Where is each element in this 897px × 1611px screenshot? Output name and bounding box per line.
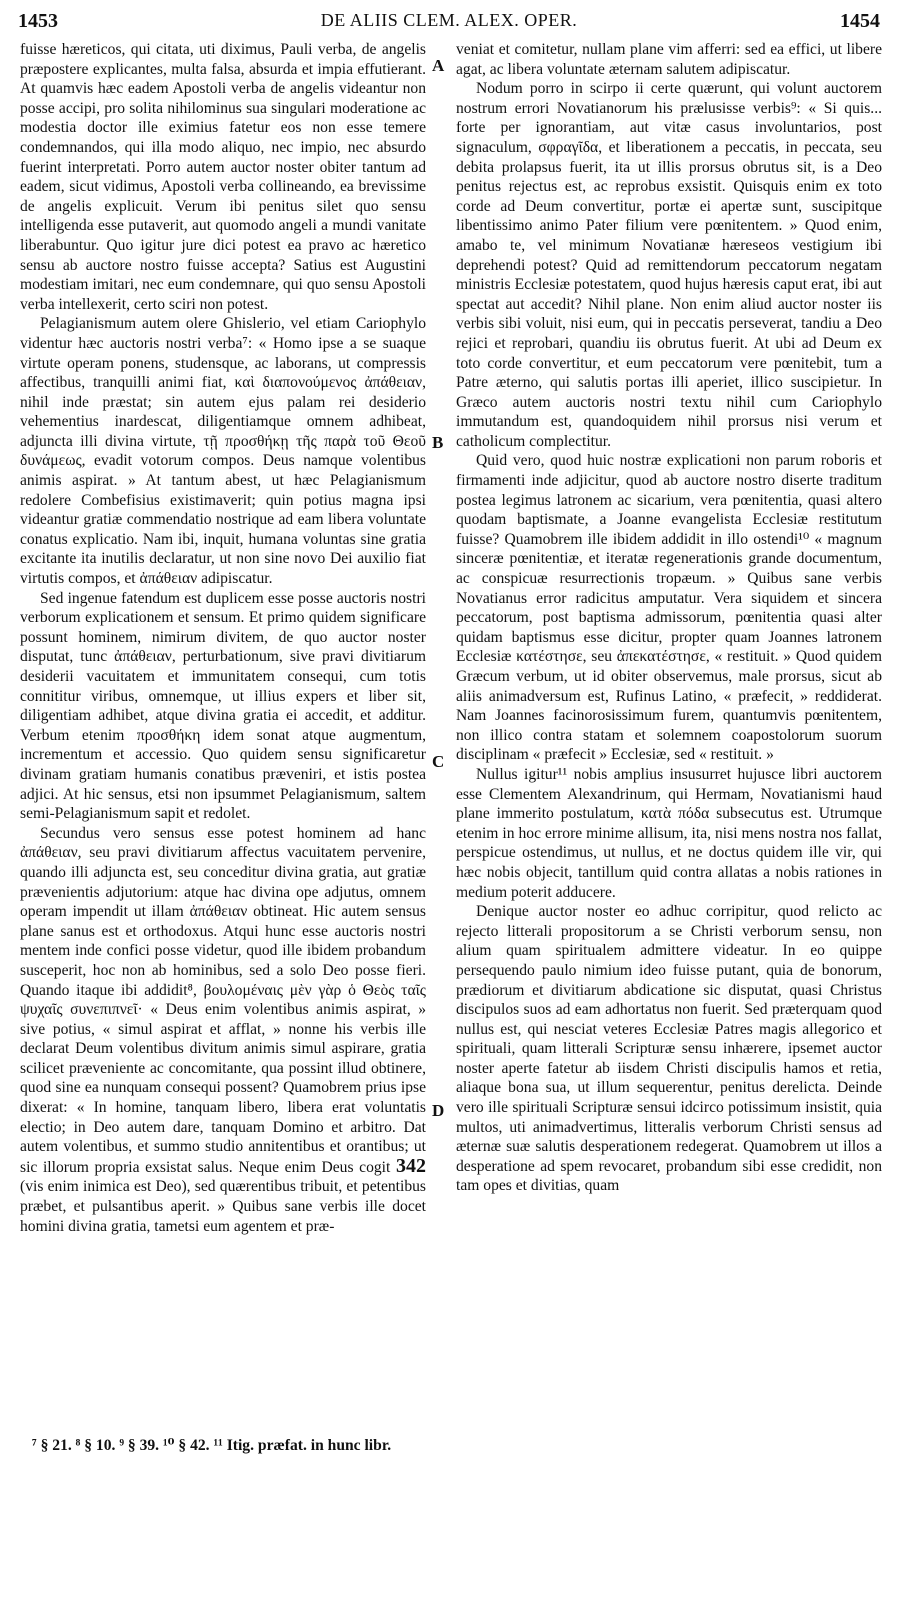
paragraph: Quid vero, quod huic nostræ explicationi non parum roboris et firmamenti inde adjicitur, quod ab auctore nostro diserte traditum postea legimus latronem ac sicarium, vera pœnitentia, quasi altero quodam baptismate, a Joanne evangelista Ecclesiæ restitutum fuisse? Quamobrem ille ibidem addidit in illo ostendi¹⁰ « magnum sinceræ pœnitentiæ, et iteratæ regenerationis grande documentum, ac conspicuæ resurrectionis tropæum. » Quibus sane verbis Novatianus error radicitus amputatur. Vera siquidem et sincera peccatorum, post baptisma admissorum, pœnitentia quasi alter quidam baptismus esse dicitur, propter quam Joannes latronem Ecclesiæ κατέστησε, seu ἀπεκατέστησε, « restituit. » Quod quidem Græcum verbum, ut id obiter observemus, male prorsus, sicut ab aliis animadversum est, Rufinus Latino, « præfecit, » reddiderat. Nam Joannes facinorosissimum furem, quantumvis pœnitentem, non illico contra statam et solemnem coapostolorum suorum disciplinam « præfecit » Ecclesiæ, sed « restituit. » bbox=[456, 452, 882, 764]
right-page-number: 1454 bbox=[840, 10, 880, 32]
paragraph-text: Secundus vero sensus esse potest hominem ad hanc ἀπάθειαν, seu pravi divitiarum affectus vacuitatem pervenire, quando illi adjuncta est, seu conceditur divina gratia, aut gratiæ prævenientis adjutorium: atque hac divina ope adjutus, omnem operam impendit ut illam ἀπάθειαν obtineat. Hic autem sensus plane sanus est et orthodoxus. Atqui hunc esse auctoris nostri mentem inde confici posse videtur, quod ille ibidem probandum susceperit, hoc non ab hominibus, sed a solo Deo posse fieri. Quando itaque ibi addidit⁸, βουλομέναις μὲν γὰρ ὁ Θεὸς ταῖς ψυχαῖς συνεπιπνεῖ· « Deus enim volentibus animis aspirat, » sive potius, « simul aspirat et afflat, » nonne his verbis ille declarat Deum volentibus divitum animis simul aspirare, gratia scilicet præveniente ac concomitante, qua possint illud obtinere, quod sine ea nunquam consequi possent? Quamobrem prius ipse dixerat: « In homine, tanquam libero, libera erat voluntatis electio; in Deo autem dare, tanquam Domino et arbitro. Dat autem volentibus, et summo studio annitentibus et orantibus; ut sic illorum propria exsistat salus. Neque enim Deus cogit bbox=[20, 824, 426, 1176]
paragraph: Nodum porro in scirpo ii certe quærunt, qui volunt auctorem nostrum errori Novatianorum his prælusisse verbis⁹: « Si quis... forte per ignorantiam, aut vitæ casus involuntarios, post signaculum, σφραγῖδα, et liberationem a peccatis, in peccata, seu debita prolapsus fuerit, ita ut illis prorsus obrutus sit, is a Deo penitus rejectus est, ac reprobus exsistit. Quisquis enim ex toto corde ad Deum convertitur, portæ ei apertæ sunt, suscipitque libentissimo animo Pater filium vere pœnitentem. » Quod enim, amabo te, vel minimum Novatianæ hæreseos vestigium ibi deprehendi potest? Quid ad remittendorum peccatorum negatam ministris Ecclesiæ potestatem, quod hujus hæresis caput erat, ibi aut spectat aut accedit? Nihil plane. Non enim aliud auctor noster iis verbis sibi voluit, nisi eum, qui in peccatis perseverat, tandiu a Deo rejici et reprobari, quandiu iis obrutus fuerit. At ubi ad Deum ex toto corde convertitur, et eum peccatorum vere pœnitebit, tum a Patre æterno, qui salutis portas illi aperiet, illico suscipietur. In Græco autem auctoris nostri textu nihil cum Cariophylo immutandum est, quandoquidem nihil prorsus nisi verum et catholicum complectitur. bbox=[456, 80, 882, 450]
paragraph: Nullus igitur¹¹ nobis amplius insusurret hujusce libri auctorem esse Clementem Alexandrinum, qui Hermam, Novatianismi haud plane immerito postulatum, κατὰ πόδα subsecutus est. Utrumque etenim in hoc errore minime allisum, ita, nisi mens nostra nos fallat, perspicue ostendimus, ut nullus, et ne doctus quidem ille vir, qui hæc nobis objecit, tantillum quid contra allatas a nobis rationes in medium poterit adducere. bbox=[456, 765, 882, 901]
paragraph-text: (vis enim inimica est Deo), sed quærentibus tribuit, et petentibus præbet, et pulsantibus aperit. » Quibus sane verbis ille docet homini divina gratia, tametsi eum agentem et præ- bbox=[20, 1178, 426, 1235]
paragraph: veniat et comitetur, nullam plane vim afferri: sed ea effici, ut libere agat, ac libera voluntate æternam salutem adipiscatur. bbox=[456, 41, 882, 78]
footnotes: ⁷ § 21. ⁸ § 10. ⁹ § 39. ¹⁰ § 42. ¹¹ Itig. præfat. in hunc libr. bbox=[32, 1437, 392, 1454]
paragraph: Denique auctor noster eo adhuc corripitur, quod relicto ac rejecto litterali propositorum a se Christi verborum sensu, non alium quam spiritualem admittere videatur. In eo quippe persequendo paulo nimium ideo fuisse putant, quia de bonorum, prædiorum et divitiarum abdicatione sic disputat, quasi Christus discipulos suos ad eam adhortatus non fuerit. Sed præterquam quod nullus est, qui nesciat veteres Ecclesiæ Patres magis allegorico et spirituali, quam litterali Scripturæ sensu inhærere, ipsemet auctor noster aperte fatetur ab iisdem Christi discipulis hamos et retia, aliaque bona sua, ut illum sequerentur, penitus derelicta. Deinde vero ille spirituali Scripturæ sensui idcirco potissimum insistit, quia multos, uti animadvertimus, litteralis verborum Christi sensus ad æternæ suæ salutis desperationem redegerat. Quamobrem ut illos a desperatione ad spem revocaret, probandum sibi esse credidit, non tam opes et divitias, quam bbox=[456, 903, 882, 1195]
page-header bbox=[18, 10, 880, 36]
section-marker-a: A bbox=[432, 56, 445, 75]
left-column bbox=[20, 40, 426, 1430]
paragraph: Pelagianismum autem olere Ghislerio, vel etiam Cariophylo videntur hæc auctoris nostri verba⁷: « Homo ipse a se suaque virtute operam ponens, studensque, ac laborans, ut compressis affectibus, tranquilli animi fiat, καὶ διαπονούμενος ἀπάθειαν, nihil inde præstat; sin autem ejus palam rei desiderio vehementius inardescat, diligentiamque omnem adhibeat, adjuncta illi divina virtute, τῇ προσθήκῃ τῆς παρὰ τοῦ Θεοῦ δυνάμεως, evadit votorum compos. Deus namque volentibus animis aspirat. » At tantum abest, ut hæc Pelagianismum redolere Combefisius existimaverit; quin potius magna ipsi videantur gratiæ commendatio nostrique ad eam libera voluntate conatus explicatio. Nam ibi, inquit, humana voluntas sine gratia excitante ita inutilis declaratur, ut non sine novo Dei auxilio fiat virtutis compos, et ἀπάθειαν adipiscatur. bbox=[20, 315, 426, 588]
right-column bbox=[456, 40, 882, 1430]
running-title: DE ALIIS CLEM. ALEX. OPER. bbox=[320, 10, 578, 30]
paragraph: fuisse hæreticos, qui citata, uti diximus, Pauli verba, de angelis præpostere explicantes, multa falsa, absurda et impia effutierant. At quamvis hæc eadem Apostoli verba de angelis videantur non posse accipi, pro solita nihilominus sua singulari moderatione ac modestia doctor ille eximius fatetur eos non esse temere condemnandos, qui illa modo aliquo, nec impio, nec absurdo fuerint interpretati. Porro autem auctor noster obiter tantum ad eadem, sicut vidimus, Apostoli verba collineando, ea brevissime de angelis explicuit. Verum ibi penitus silet quo sensu intelligenda esse putaverit, aut quomodo angeli a mundi vanitate liberabuntur. Quo igitur jure dici potest ea pravo ac hæretico sensu ab auctore nostro fuisse accepta? Satius est Augustini modestiam imitari, nec eum condemnare, qui quo sensu Apostoli verba intellexerit, certo sciri non potest. bbox=[20, 41, 426, 313]
paragraph: Sed ingenue fatendum est duplicem esse posse auctoris nostri verborum explicationem et sensum. Et primo quidem significare possunt hominem, nimirum divitem, de quo auctor noster disputat, tunc ἀπάθειαν, perturbationum, sive pravi divitiarum desiderii vacuitatem et immunitatem consequi, cum totis connititur viribus, omnemque, ut illius expers et liber sit, diligentiam adhibet, atque divina gratia ei accedit, et additur. Verbum etenim προσθήκη idem sonat atque augmentum, incrementum et accessio. Quo quidem sensu significaretur divinam gratiam humanis conatibus præveniri, et istis postea adjici. At hic sensus, etsi non ipsummet Pelagianismum, saltem semi-Pelagianismum sapit et redolet. bbox=[20, 589, 426, 823]
section-marker-d: D bbox=[432, 1101, 445, 1120]
section-marker-b: B bbox=[432, 433, 444, 452]
left-page-number: 1453 bbox=[18, 10, 58, 32]
inline-page-number: 342 bbox=[396, 1154, 426, 1177]
section-marker-c: C bbox=[432, 752, 445, 771]
paragraph bbox=[20, 824, 426, 1236]
